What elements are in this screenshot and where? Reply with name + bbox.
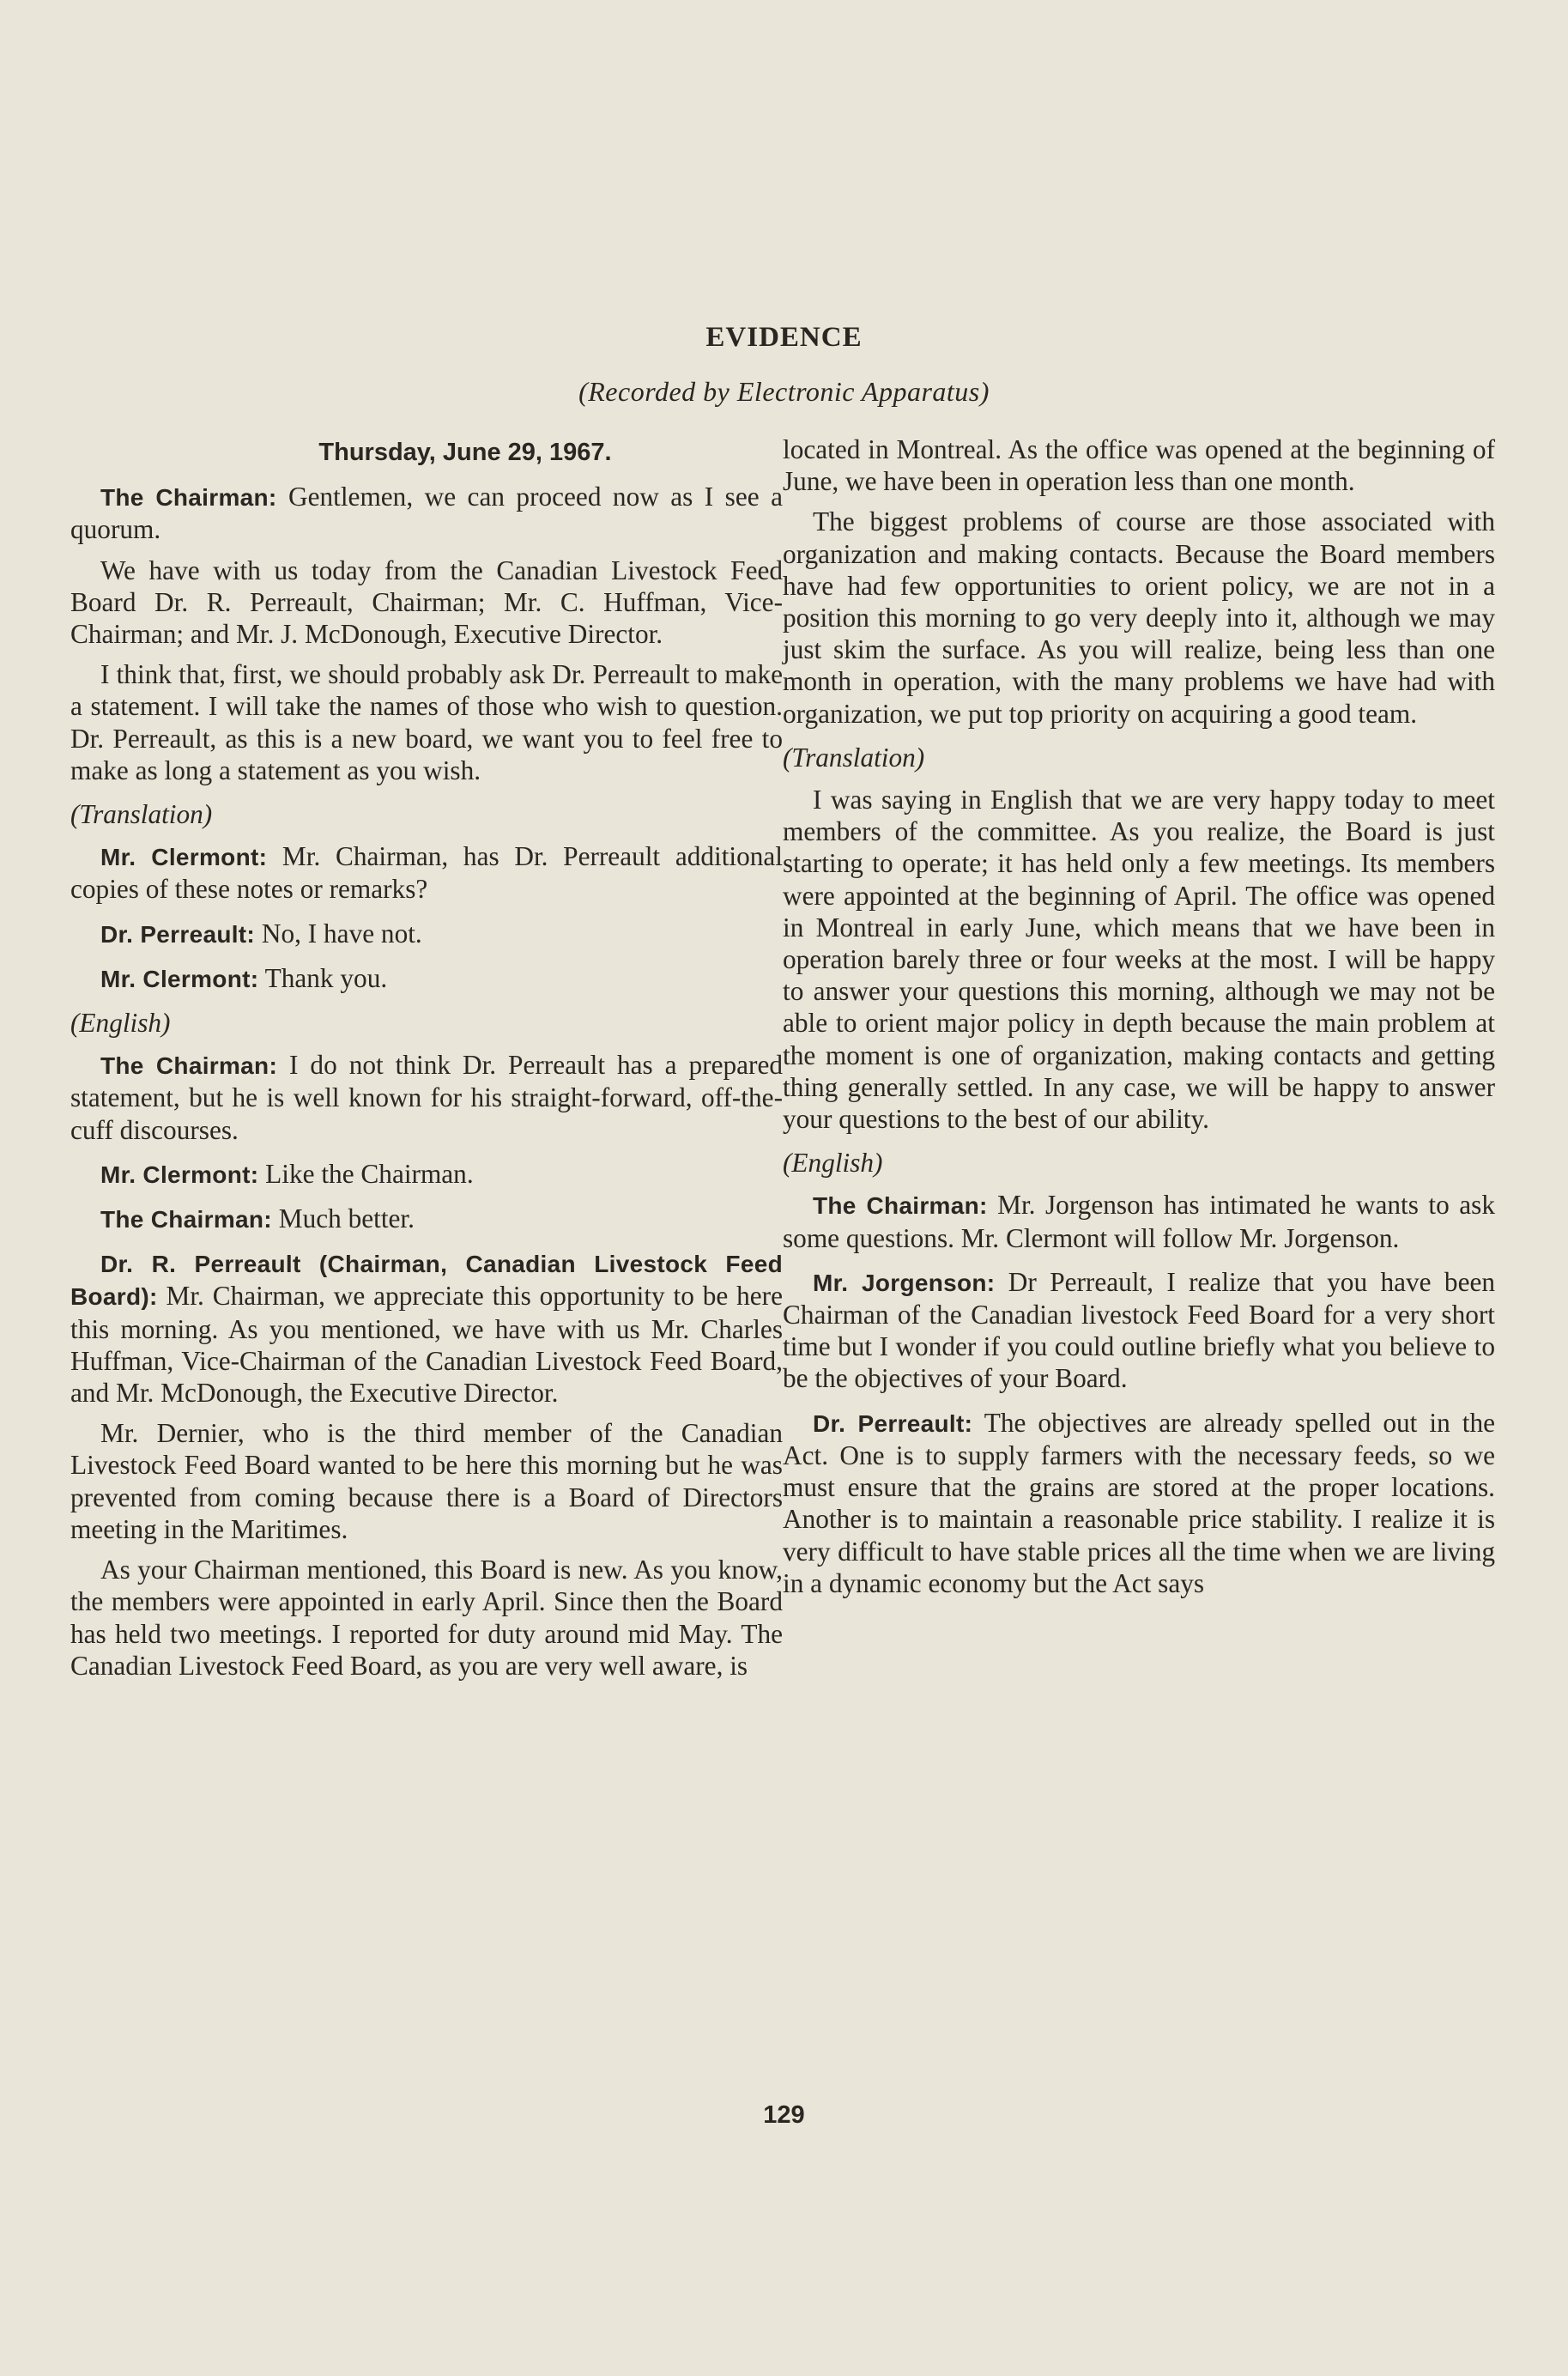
speaker-label: Mr. Clermont: xyxy=(100,844,268,871)
meeting-date: Thursday, June 29, 1967. xyxy=(318,439,612,466)
speaker-label: The Chairman: xyxy=(100,1052,278,1080)
page-number: 129 xyxy=(763,2101,805,2129)
paragraph xyxy=(70,1158,783,1191)
language-marker: (English) xyxy=(783,1148,883,1179)
paragraph xyxy=(70,918,783,950)
speaker-label: Mr. Jorgenson: xyxy=(813,1269,996,1296)
paragraph xyxy=(70,1203,783,1235)
paragraph xyxy=(783,1407,1495,1599)
paragraph: I think that, first, we should probably ask Dr. Perreault to make a statement. I will take the names of those who wish to question. Dr. Perreault, as this is a new board, we want you to feel free to make as long a statement as you wish. xyxy=(70,659,783,785)
speaker-label: Mr. Clermont: xyxy=(100,1161,259,1188)
paragraph xyxy=(70,481,783,545)
speaker-label: Dr. Perreault: xyxy=(100,920,256,948)
section-title: EVIDENCE xyxy=(705,322,863,353)
paragraph xyxy=(70,1049,783,1146)
left-column xyxy=(70,433,783,1682)
speaker-label: Dr. Perreault: xyxy=(813,1409,973,1437)
speech-text: Thank you. xyxy=(258,962,388,993)
speaker-label: The Chairman: xyxy=(100,1206,272,1233)
paragraph xyxy=(70,840,783,905)
speech-text: Like the Chairman. xyxy=(258,1158,474,1189)
paragraph xyxy=(70,1247,783,1409)
speech-text: Dr Perreault, I realize that you have been Chairman of the Canadian livestock Feed Board for a very short time but I wonder if you could outline briefly what you believe to be the objectives of your Board. xyxy=(783,1266,1495,1394)
paragraph xyxy=(783,1266,1495,1395)
speech-text: Mr. Chairman, we appreciate this opportunity to be here this morning. As you mentioned, we have with us Mr. Charles Huffman, Vice-Chairman of the Canadian Livestock Feed Board, and Mr. McDonough, the Executive Director. xyxy=(70,1281,783,1409)
speech-text: I do not think Dr. Perreault has a prepared statement, but he is well known for his straight-forward, off-the-cuff discourses. xyxy=(70,1050,783,1145)
paragraph: We have with us today from the Canadian Livestock Feed Board Dr. R. Perreault, Chairman; Mr. C. Huffman, Vice-Chairman; and Mr. J. McDonough, Executive Director. xyxy=(70,555,783,650)
right-column xyxy=(783,433,1495,1608)
speech-text: Gentlemen, we can proceed now as I see a quorum. xyxy=(70,482,783,545)
paragraph xyxy=(783,1189,1495,1253)
speech-text: No, I have not. xyxy=(255,918,422,949)
paragraph: The biggest problems of course are those associated with organization and making contacts. Because the Board members have had few opportunities to orient policy, we are not in a position this morning to go very deeply into it, although we may just skim the surface. As you will realize, being less than one month in operation, with the many problems we have had with organization, we put top priority on acquiring a good team. xyxy=(783,506,1495,729)
language-marker: (Translation) xyxy=(783,742,925,773)
paragraph: I was saying in English that we are very happy today to meet members of the committee. As you realize, the Board is just starting to operate; it has held only a few meetings. Its members were appointed at the beginning of April. The office was opened in Montreal in early June, which means that we have been in operation barely three or four weeks at the most. I will be happy to answer your questions this morning, although we may not be able to orient major policy in depth because the main problem at the moment is one of organization, making contacts and getting thing generally settled. In any case, we will be happy to answer your questions to the best of our ability. xyxy=(783,785,1495,1135)
language-marker: (English) xyxy=(70,1008,171,1039)
paragraph: located in Montreal. As the office was opened at the beginning of June, we have been in operation less than one month. xyxy=(783,434,1495,497)
speaker-label: Dr. R. Perreault (Chairman, Canadian Livestock Feed Board): xyxy=(70,1251,783,1311)
paragraph: Mr. Dernier, who is the third member of the Canadian Livestock Feed Board wanted to be here this morning but he was prevented from coming because there is a Board of Directors meeting in the Maritimes. xyxy=(70,1418,783,1544)
paragraph xyxy=(70,962,783,995)
speaker-label: Mr. Clermont: xyxy=(100,965,259,992)
speaker-label: The Chairman: xyxy=(100,484,277,512)
speech-text: Mr. Jorgenson has intimated he wants to ask some questions. Mr. Clermont will follow Mr. Jorgenson. xyxy=(783,1190,1495,1253)
paragraph: As your Chairman mentioned, this Board is new. As you know, the members were appointed in early April. Since then the Board has held two meetings. I reported for duty around mid May. The Canadian Livestock Feed Board, as you are very well aware, is xyxy=(70,1555,783,1681)
section-subtitle: (Recorded by Electronic Apparatus) xyxy=(578,376,990,407)
speech-text: The objectives are already spelled out in the Act. One is to supply farmers with the necessary feeds, so we must ensure that the grains are stored at the proper locations. Another is to maintain a reasonable price stability. I realize it is very difficult to have stable prices all the time when we are living in a dynamic economy but the Act says xyxy=(783,1407,1495,1598)
speaker-label: The Chairman: xyxy=(813,1192,988,1220)
speech-text: Much better. xyxy=(271,1203,415,1234)
language-marker: (Translation) xyxy=(70,799,213,830)
speech-text: Mr. Chairman, has Dr. Perreault additional copies of these notes or remarks? xyxy=(70,841,783,905)
